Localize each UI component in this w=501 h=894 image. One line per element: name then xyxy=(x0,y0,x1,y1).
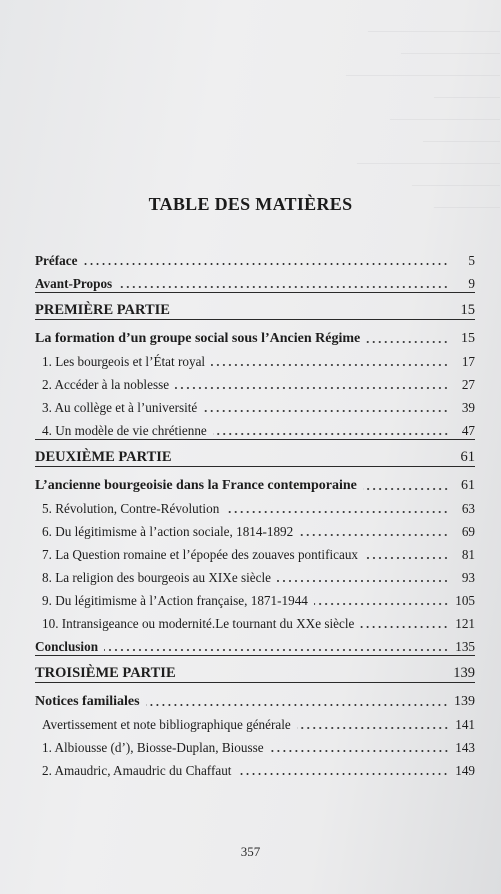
toc-entry-label: Notices familiales xyxy=(35,694,140,709)
toc-entry xyxy=(35,632,475,655)
toc-entry xyxy=(35,246,475,269)
toc-entry-label: 6. Du légitimisme à l’action sociale, 1814-1892 xyxy=(42,524,294,539)
dot-leader xyxy=(270,750,449,752)
table-of-contents xyxy=(35,246,475,779)
toc-entry-page: 5 xyxy=(468,253,475,268)
toc-entry-label: 10. Intransigeance ou modernité.Le tournant du XXe siècle xyxy=(42,616,355,631)
dot-leader xyxy=(176,313,449,315)
dot-leader xyxy=(203,410,449,412)
toc-entry-page: 61 xyxy=(461,478,475,493)
toc-entry-label: L’ancienne bourgeoisie dans la France contemporaine xyxy=(35,478,357,493)
toc-entry xyxy=(35,393,475,416)
toc-part-heading xyxy=(35,439,475,466)
toc-entry-page: 121 xyxy=(455,616,475,631)
toc-entry xyxy=(35,494,475,517)
toc-entry-label: 2. Accéder à la noblesse xyxy=(42,377,170,392)
toc-entry xyxy=(35,563,475,586)
toc-entry-label: Avant-Propos xyxy=(35,276,113,291)
dot-leader xyxy=(211,364,449,366)
toc-entry-page: 139 xyxy=(453,665,475,681)
toc-entry-page: 69 xyxy=(461,524,475,539)
dot-leader xyxy=(146,704,448,706)
toc-entry xyxy=(35,710,475,733)
toc-entry-page: 61 xyxy=(460,449,475,465)
toc-entry-page: 141 xyxy=(455,717,475,732)
toc-entry-page: 105 xyxy=(455,593,475,608)
dot-leader xyxy=(118,286,449,288)
toc-entry-label: DEUXIÈME PARTIE xyxy=(35,449,172,465)
toc-entry xyxy=(35,609,475,632)
toc-entry-label: Avertissement et note bibliographique générale xyxy=(42,717,291,732)
toc-entry xyxy=(35,347,475,370)
toc-chapter-heading xyxy=(35,319,475,347)
toc-entry xyxy=(35,733,475,756)
toc-entry-page: 39 xyxy=(461,400,475,415)
toc-part-heading xyxy=(35,292,475,319)
toc-entry-label: 2. Amaudric, Amaudric du Chaffaut xyxy=(42,763,232,778)
toc-entry-page: 15 xyxy=(461,331,475,346)
toc-entry xyxy=(35,756,475,779)
toc-entry-label: 9. Du légitimisme à l’Action française, 1871-1944 xyxy=(42,593,308,608)
toc-entry-label: 7. La Question romaine et l’épopée des zouaves pontificaux xyxy=(42,547,359,562)
dot-leader xyxy=(366,341,449,343)
dot-leader xyxy=(297,727,449,729)
toc-part-heading xyxy=(35,655,475,682)
toc-entry xyxy=(35,517,475,540)
dot-leader xyxy=(314,603,449,605)
toc-entry-label: 1. Albiousse (d’), Biosse-Duplan, Biousse xyxy=(42,740,264,755)
dot-leader xyxy=(299,534,449,536)
toc-entry xyxy=(35,370,475,393)
toc-entry-label: 1. Les bourgeois et l’État royal xyxy=(42,354,206,369)
toc-entry-page: 47 xyxy=(461,423,475,438)
toc-entry-page: 15 xyxy=(460,302,475,318)
toc-entry-page: 143 xyxy=(455,740,475,755)
toc-entry-page: 139 xyxy=(454,694,475,709)
show-through-text: ———————————— ————————— —————————————— —————— —————————— ——————— ————————————— ———————— —————— xyxy=(346,25,500,213)
dot-leader xyxy=(225,511,449,513)
toc-entry xyxy=(35,586,475,609)
toc-entry-page: 93 xyxy=(461,570,475,585)
page-title: TABLE DES MATIÈRES xyxy=(148,194,353,214)
toc-entry-page: 135 xyxy=(455,639,475,654)
dot-leader xyxy=(182,676,448,678)
toc-entry-page: 17 xyxy=(461,354,475,369)
toc-entry-page: 9 xyxy=(468,276,475,291)
toc-entry-label: 4. Un modèle de vie chrétienne xyxy=(42,423,207,438)
dot-leader xyxy=(364,557,449,559)
toc-entry-label: La formation d’un groupe social sous l’Ancien Régime xyxy=(35,331,361,346)
dot-leader xyxy=(363,488,449,490)
dot-leader xyxy=(104,649,449,651)
toc-entry-label: 3. Au collège et à l’université xyxy=(42,400,198,415)
toc-entry xyxy=(35,540,475,563)
toc-entry-label: Conclusion xyxy=(35,639,99,654)
toc-entry-label: TROISIÈME PARTIE xyxy=(35,665,176,681)
toc-entry-page: 149 xyxy=(455,763,475,778)
toc-chapter-heading xyxy=(35,682,475,710)
page-number: 357 xyxy=(240,844,261,859)
dot-leader xyxy=(213,433,449,435)
toc-entry-label: PREMIÈRE PARTIE xyxy=(35,302,170,318)
dot-leader xyxy=(83,263,449,265)
toc-entry-page: 63 xyxy=(461,501,475,516)
dot-leader xyxy=(277,580,449,582)
dot-leader xyxy=(237,773,449,775)
toc-entry-page: 81 xyxy=(461,547,475,562)
dot-leader xyxy=(360,626,449,628)
toc-entry-label: 5. Révolution, Contre-Révolution xyxy=(42,501,220,516)
dot-leader xyxy=(175,387,449,389)
toc-entry-page: 27 xyxy=(461,377,475,392)
dot-leader xyxy=(178,460,449,462)
toc-entry xyxy=(35,416,475,439)
toc-entry-label: 8. La religion des bourgeois au XIXe siècle xyxy=(42,570,272,585)
toc-chapter-heading xyxy=(35,466,475,494)
toc-entry-label: Préface xyxy=(35,253,78,268)
toc-entry xyxy=(35,269,475,292)
